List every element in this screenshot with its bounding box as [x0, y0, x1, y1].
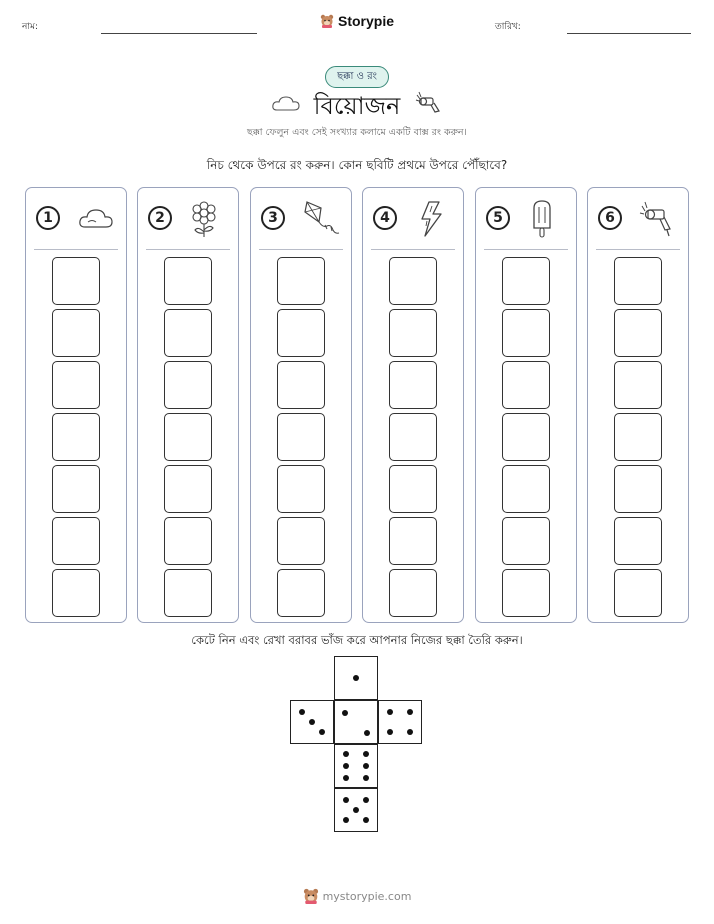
color-box[interactable] — [389, 569, 437, 617]
footer-url[interactable]: mystorypie.com — [322, 889, 412, 903]
popsicle-icon — [526, 200, 566, 238]
color-box[interactable] — [389, 413, 437, 461]
die-pip — [363, 797, 369, 803]
color-box[interactable] — [52, 517, 100, 565]
column-1 — [25, 187, 127, 623]
die-pip — [343, 797, 349, 803]
die-pip — [342, 710, 348, 716]
color-box[interactable] — [389, 257, 437, 305]
die-pip — [363, 763, 369, 769]
color-box[interactable] — [389, 465, 437, 513]
die-pip — [363, 751, 369, 757]
color-box[interactable] — [614, 413, 662, 461]
die-face-5 — [334, 788, 378, 832]
column-6 — [587, 187, 689, 623]
column-4 — [362, 187, 464, 623]
question-text: নিচ থেকে উপরে রং করুন। কোন ছবিটি প্রথমে উপরে পৌঁছাবে? — [206, 158, 508, 172]
die-pip — [363, 817, 369, 823]
die-pip — [343, 763, 349, 769]
cloud-icon — [76, 200, 116, 238]
die-pip — [343, 817, 349, 823]
die-pip — [353, 807, 359, 813]
color-box[interactable] — [164, 257, 212, 305]
column-number: 3 — [261, 206, 285, 230]
column-divider — [146, 249, 230, 250]
die-face-1 — [334, 656, 378, 700]
subtitle: ছক্কা ফেলুন এবং সেই সংখ্যার কলামে একটি বাক্স রং করুন। — [247, 127, 467, 138]
die-pip — [363, 775, 369, 781]
die-pip — [319, 729, 325, 735]
die-pip — [407, 729, 413, 735]
color-box[interactable] — [277, 413, 325, 461]
color-box[interactable] — [502, 517, 550, 565]
die-pip — [309, 719, 315, 725]
color-box[interactable] — [614, 257, 662, 305]
color-box[interactable] — [502, 465, 550, 513]
lightning-icon — [413, 200, 453, 238]
color-box[interactable] — [52, 465, 100, 513]
color-box[interactable] — [614, 517, 662, 565]
color-box[interactable] — [52, 361, 100, 409]
color-box[interactable] — [52, 309, 100, 357]
bear-mascot-icon — [303, 888, 319, 904]
color-box[interactable] — [164, 309, 212, 357]
die-pip — [387, 729, 393, 735]
die-pip — [407, 709, 413, 715]
column-divider — [596, 249, 680, 250]
color-box[interactable] — [614, 465, 662, 513]
column-divider — [371, 249, 455, 250]
column-number: 5 — [486, 206, 510, 230]
color-box[interactable] — [389, 361, 437, 409]
color-box[interactable] — [277, 309, 325, 357]
page-title: বিয়োজন — [313, 92, 401, 120]
column-2 — [137, 187, 239, 623]
column-divider — [259, 249, 343, 250]
color-columns — [25, 187, 690, 623]
column-5 — [475, 187, 577, 623]
die-face-2 — [334, 700, 378, 744]
die-pip — [343, 775, 349, 781]
column-number: 1 — [36, 206, 60, 230]
color-box[interactable] — [502, 569, 550, 617]
brand-logo — [0, 13, 714, 32]
color-box[interactable] — [502, 361, 550, 409]
brand-name: Storypie — [337, 13, 394, 29]
color-box[interactable] — [614, 569, 662, 617]
flower-icon — [188, 200, 228, 238]
color-box[interactable] — [164, 361, 212, 409]
color-box[interactable] — [52, 257, 100, 305]
color-box[interactable] — [164, 517, 212, 565]
color-box[interactable] — [277, 465, 325, 513]
bear-mascot-icon — [320, 14, 334, 28]
color-box[interactable] — [164, 465, 212, 513]
color-box[interactable] — [52, 569, 100, 617]
date-label: তারিখ: — [495, 22, 521, 32]
column-number: 6 — [598, 206, 622, 230]
die-pip — [343, 751, 349, 757]
color-box[interactable] — [277, 517, 325, 565]
color-box[interactable] — [614, 309, 662, 357]
column-number: 2 — [148, 206, 172, 230]
hose-nozzle-icon — [415, 90, 443, 118]
category-tag: ছক্কা ও রং — [325, 66, 389, 88]
color-box[interactable] — [277, 361, 325, 409]
die-pip — [387, 709, 393, 715]
column-number: 4 — [373, 206, 397, 230]
color-box[interactable] — [614, 361, 662, 409]
color-box[interactable] — [502, 257, 550, 305]
color-box[interactable] — [52, 413, 100, 461]
color-box[interactable] — [389, 309, 437, 357]
die-face-3-right — [378, 700, 422, 744]
color-box[interactable] — [502, 309, 550, 357]
color-box[interactable] — [164, 569, 212, 617]
color-box[interactable] — [277, 569, 325, 617]
die-pip — [353, 675, 359, 681]
color-box[interactable] — [277, 257, 325, 305]
name-line[interactable] — [101, 33, 257, 34]
column-divider — [484, 249, 568, 250]
color-box[interactable] — [164, 413, 212, 461]
die-face-6 — [334, 744, 378, 788]
footer — [0, 888, 714, 907]
column-3 — [250, 187, 352, 623]
die-pip — [364, 730, 370, 736]
cut-instructions: কেটে নিন এবং রেখা বরাবর ভাঁজ করে আপনার নিজের ছক্কা তৈরি করুন। — [191, 633, 523, 647]
color-box[interactable] — [389, 517, 437, 565]
die-face-3 — [290, 700, 334, 744]
column-divider — [34, 249, 118, 250]
die-pip — [299, 709, 305, 715]
name-label: নাম: — [22, 22, 39, 32]
date-line[interactable] — [567, 33, 691, 34]
hose-nozzle-icon — [638, 200, 678, 238]
color-box[interactable] — [502, 413, 550, 461]
kite-icon — [301, 200, 341, 238]
